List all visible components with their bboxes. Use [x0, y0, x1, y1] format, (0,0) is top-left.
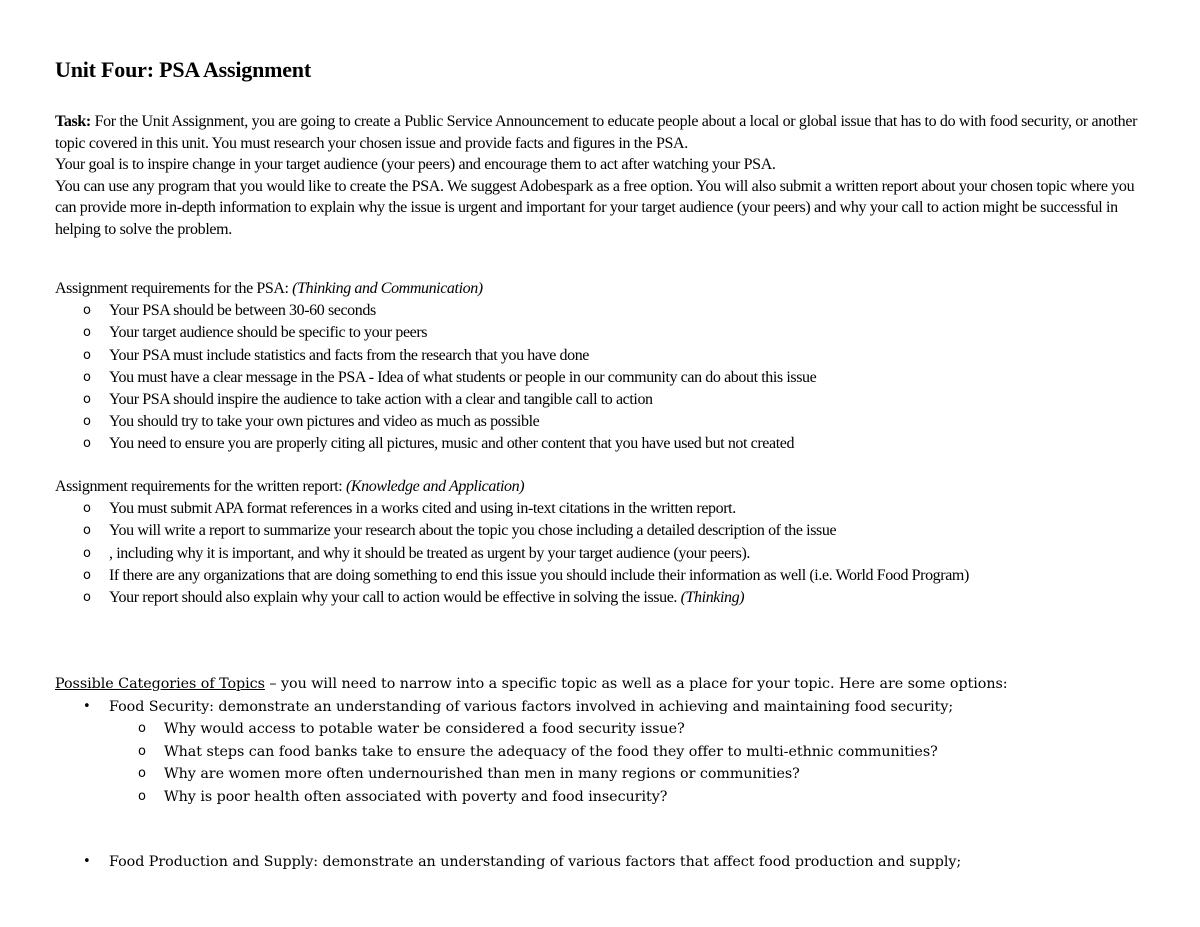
- report-requirements-list: [55, 498, 1150, 609]
- list-item: o Why is poor health often associated with poverty and food insecurity?: [55, 786, 1150, 809]
- circle-bullet-icon: o: [83, 567, 91, 583]
- task-description: [55, 111, 1150, 241]
- circle-bullet-icon: o: [138, 766, 146, 782]
- task-paragraph-2: Your goal is to inspire change in your target audience (your peers) and encourage them to act after watching your PSA.: [55, 156, 776, 174]
- topic-label: Food Production and Supply: demonstrate an understanding of various factors that affect food production and supply;: [109, 853, 962, 870]
- report-last-item-category: (Thinking): [680, 589, 745, 607]
- psa-requirements-list: [55, 300, 1150, 455]
- list-item: o If there are any organizations that are doing something to end this issue you should include their information as well (i.e. World Food Program): [55, 565, 1150, 587]
- food-security-questions: [55, 718, 1150, 808]
- circle-bullet-icon: o: [138, 743, 146, 759]
- task-paragraph-1: [55, 111, 1150, 154]
- circle-bullet-icon: o: [138, 721, 146, 737]
- circle-bullet-icon: o: [83, 369, 91, 385]
- circle-bullet-icon: o: [83, 545, 91, 561]
- psa-requirements: [55, 278, 1150, 456]
- list-item: o You must submit APA format references in a works cited and using in-text citations in the written report.: [55, 498, 1150, 520]
- circle-bullet-icon: o: [83, 392, 91, 408]
- topic-categories: [55, 673, 1150, 873]
- list-item: o Your PSA should inspire the audience to take action with a clear and tangible call to action: [55, 389, 1150, 411]
- task-paragraph-3: You can use any program that you would like to create the PSA. We suggest Adobespark as a free option. You will also submit a written report about your chosen topic where you can provide more in-depth information to explain why the issue is urgent and important for your target audience (your peers) and why your call to action might be successful in helping to solve the problem.: [55, 177, 1135, 238]
- circle-bullet-icon: o: [83, 414, 91, 430]
- task-label: Task:: [55, 113, 91, 130]
- page-title: Unit Four: PSA Assignment: [55, 57, 311, 82]
- topics-heading: Possible Categories of Topics – you will need to narrow into a specific topic as well as a place for your topic. Here are some options:: [55, 676, 1008, 692]
- topic-label: Food Security: demonstrate an understanding of various factors involved in achieving and maintaining food security;: [109, 698, 954, 715]
- circle-bullet-icon: o: [83, 325, 91, 341]
- list-item: o You must have a clear message in the PSA - Idea of what students or people in our community can do about this issue: [55, 367, 1150, 389]
- list-item: o Your report should also explain why your call to action would be effective in solving the issue. (Thinking): [55, 587, 1150, 609]
- bullet-icon: •: [83, 853, 91, 869]
- circle-bullet-icon: o: [83, 347, 91, 363]
- topic-food-security: [55, 696, 1150, 719]
- circle-bullet-icon: o: [138, 788, 146, 804]
- report-requirements-heading: Assignment requirements for the written report: (Knowledge and Application): [55, 478, 525, 495]
- report-requirements-category: (Knowledge and Application): [345, 478, 525, 495]
- circle-bullet-icon: o: [83, 303, 91, 319]
- list-item: o Your PSA should be between 30-60 seconds: [55, 300, 1150, 322]
- psa-requirements-heading: Assignment requirements for the PSA: (Thinking and Communication): [55, 280, 483, 297]
- list-item: o , including why it is important, and why it should be treated as urgent by your target audience (your peers).: [55, 543, 1150, 565]
- list-item: o What steps can food banks take to ensure the adequacy of the food they offer to multi-ethnic communities?: [55, 741, 1150, 764]
- task-text-1: For the Unit Assignment, you are going to create a Public Service Announcement to educate people about a local or global issue that has to do with food security, or another topic covered in this unit. You must research your chosen issue and provide facts and figures in the PSA.: [55, 113, 1138, 152]
- report-requirements: [55, 476, 1150, 609]
- circle-bullet-icon: o: [83, 501, 91, 517]
- psa-requirements-category: (Thinking and Communication): [292, 280, 483, 297]
- list-item: o Your target audience should be specific to your peers: [55, 322, 1150, 344]
- list-item: o Why are women more often undernourished than men in many regions or communities?: [55, 763, 1150, 786]
- topics-heading-underlined: Possible Categories of Topics: [55, 676, 265, 692]
- list-item: o You should try to take your own pictures and video as much as possible: [55, 411, 1150, 433]
- list-item: o You need to ensure you are properly citing all pictures, music and other content that you have used but not created: [55, 433, 1150, 455]
- list-item: o You will write a report to summarize your research about the topic you chose including a detailed description of the issue: [55, 520, 1150, 542]
- circle-bullet-icon: o: [83, 523, 91, 539]
- circle-bullet-icon: o: [83, 590, 91, 606]
- bullet-icon: •: [83, 698, 91, 714]
- list-item: o Why would access to potable water be considered a food security issue?: [55, 718, 1150, 741]
- list-item: o Your PSA must include statistics and facts from the research that you have done: [55, 345, 1150, 367]
- topic-food-production: [55, 851, 1150, 874]
- circle-bullet-icon: o: [83, 436, 91, 452]
